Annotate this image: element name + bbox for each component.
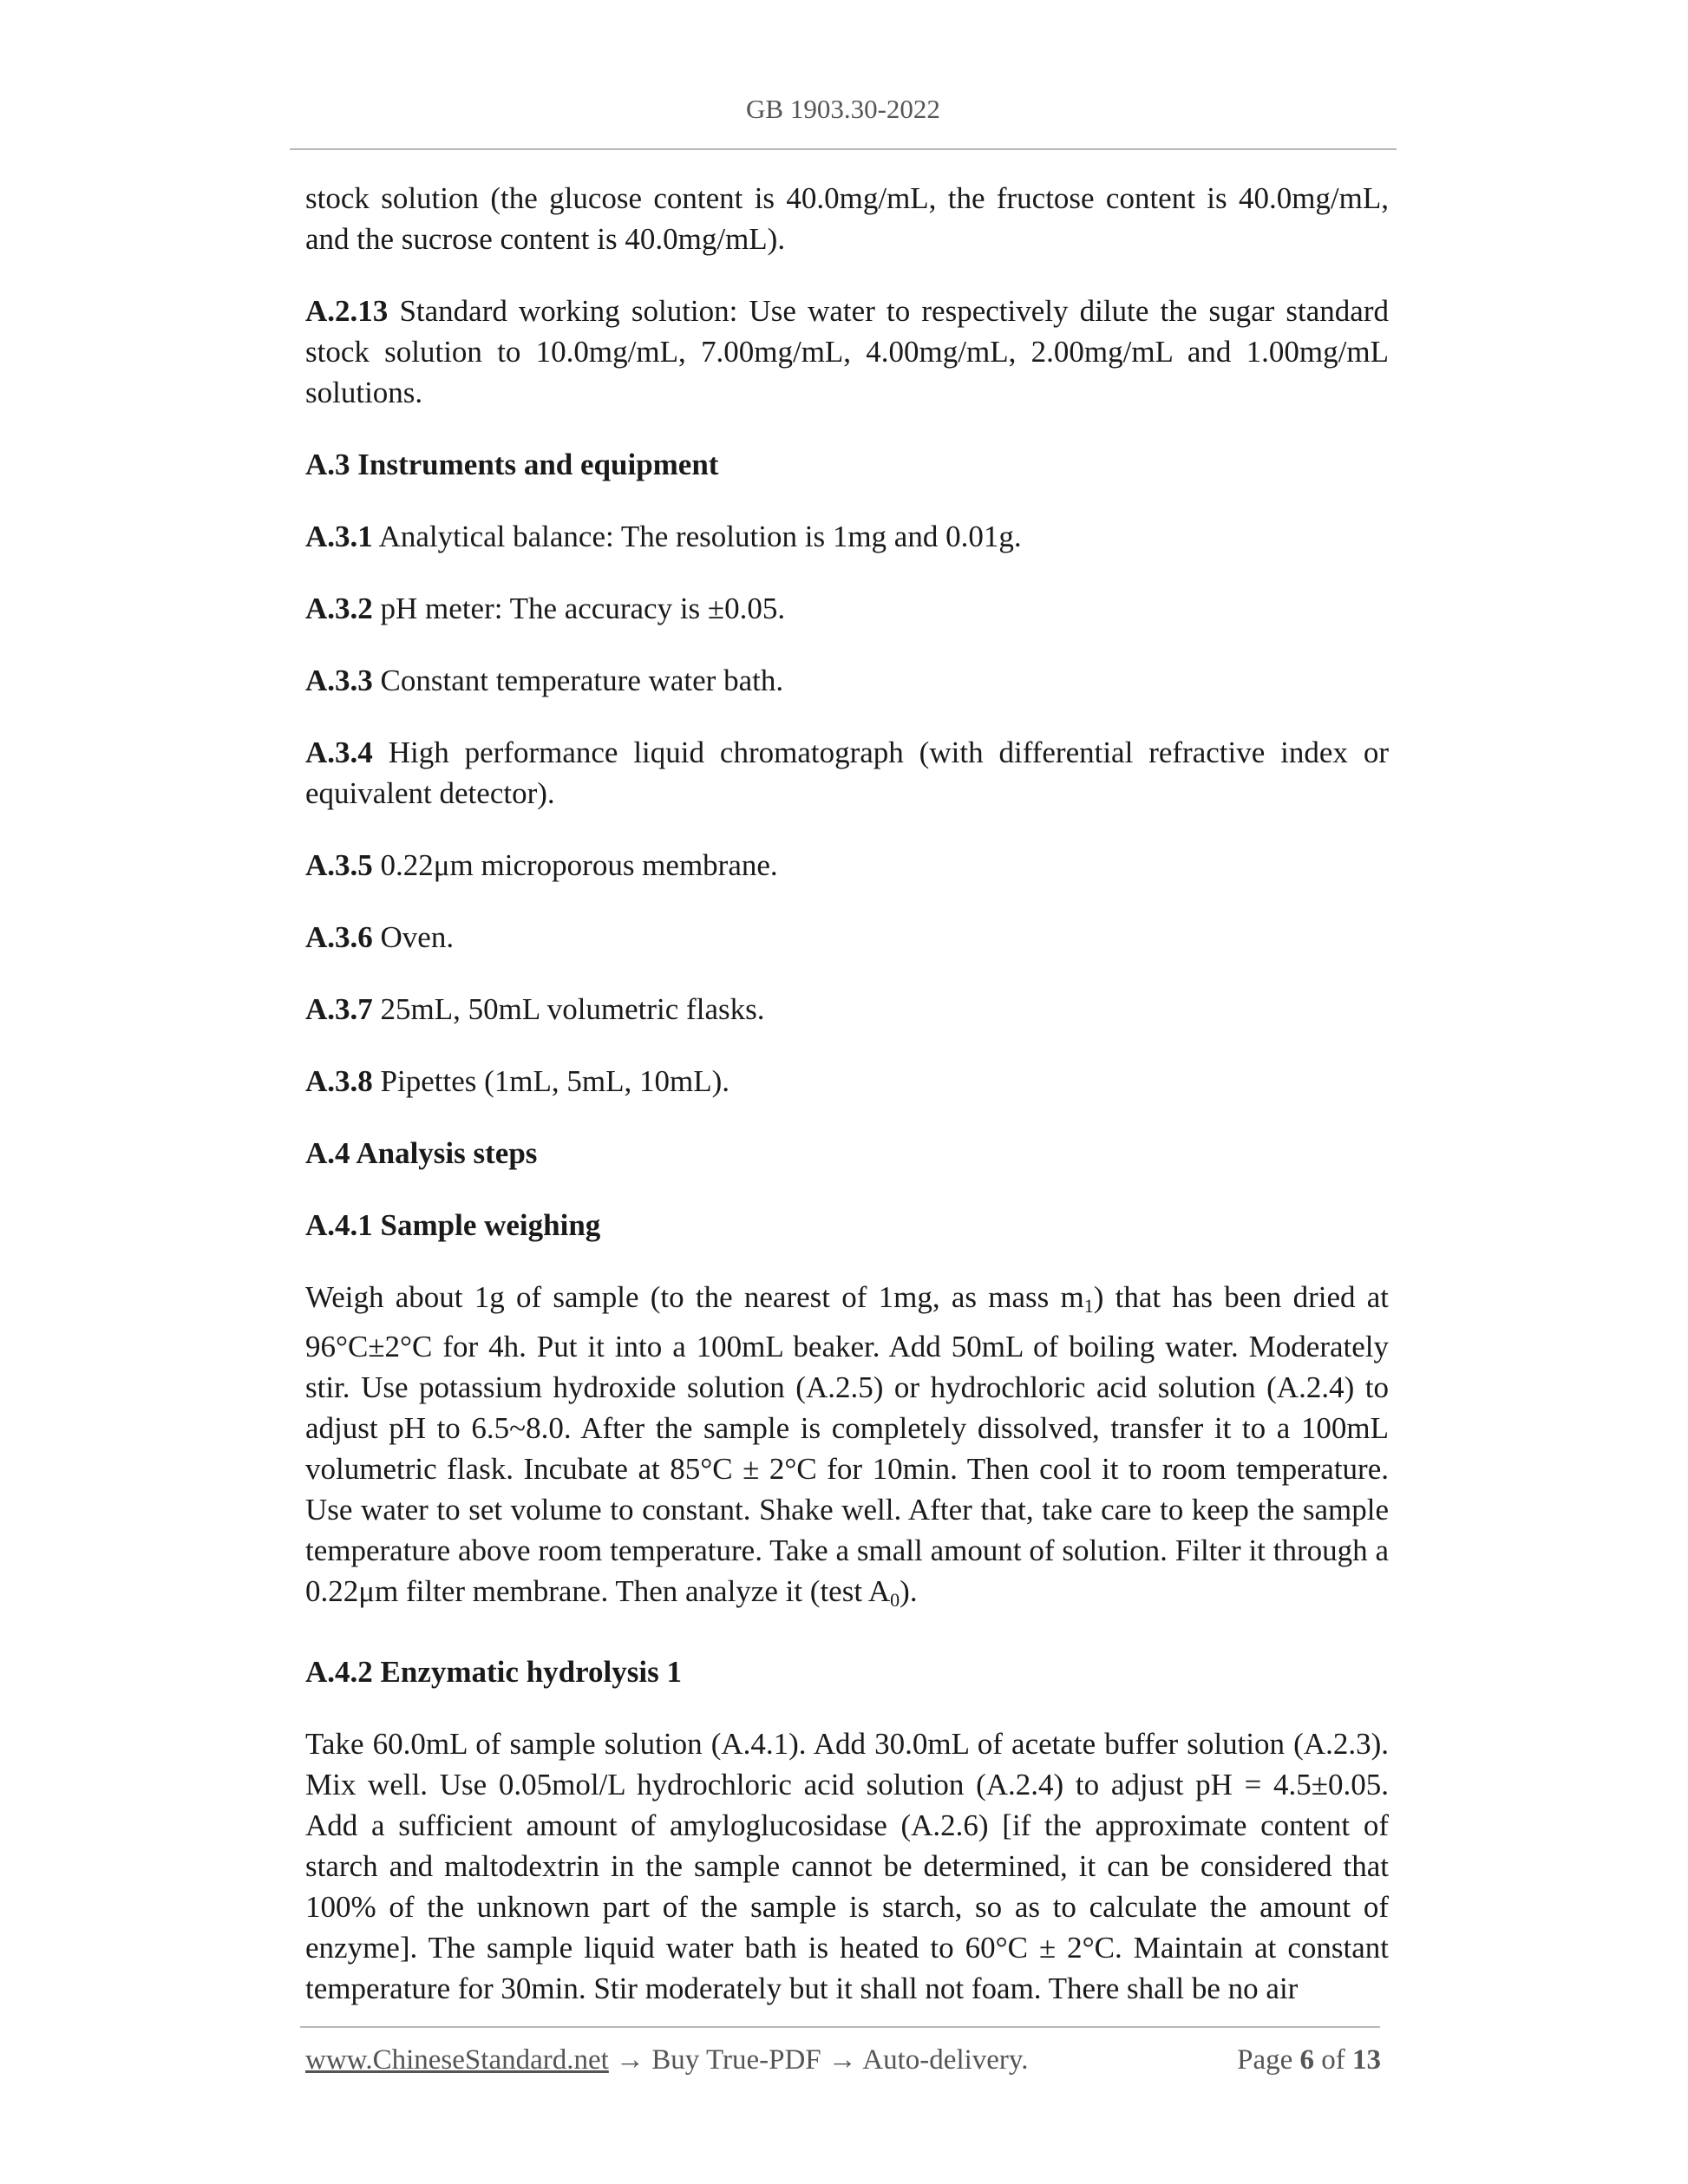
footer-divider: [300, 2026, 1380, 2028]
clause-number: A.3.2: [305, 592, 373, 625]
clause-a3-6: [305, 917, 1389, 958]
paragraph-text: Weigh about 1g of sample (to the nearest of 1mg, as mass m: [305, 1280, 1084, 1314]
clause-a3-7: [305, 989, 1389, 1030]
section-heading-a3: A.3 Instruments and equipment: [305, 448, 719, 481]
clause-text: 0.22μm microporous membrane.: [372, 848, 778, 882]
clause-number: A.3.5: [305, 848, 373, 882]
page-footer: [305, 2044, 1381, 2086]
paragraph-text: ) that has been dried at 96°C±2°C for 4h. Put it into a 100mL beaker. Add 50mL of boiling water. Moderately stir. Use potassium hydroxide solution (A.2.5) or hydrochloric acid solution (A.2.4) to adjust pH to 6.5~8.0. After the sample is completely dissolved, transfer it to a 100mL volumetric flask. Incubate at 85°C ± 2°C for 10min. Then cool it to room temperature. Use water to set volume to constant. Shake well. After that, take care to keep the sample temperature above room temperature. Take a small amount of solution. Filter it through a 0.22μm filter membrane. Then analyze it (test A: [305, 1280, 1389, 1608]
clause-number: A.3.3: [305, 664, 373, 697]
clause-number: A.3.1: [305, 520, 373, 553]
page-content: [305, 178, 1389, 2009]
subscript: 0: [890, 1589, 900, 1611]
clause-text: Constant temperature water bath.: [372, 664, 784, 697]
clause-text: 25mL, 50mL volumetric flasks.: [372, 992, 765, 1026]
clause-text: Pipettes (1mL, 5mL, 10mL).: [372, 1064, 730, 1098]
clause-number: A.3.4: [305, 736, 373, 769]
page-header: GB 1903.30-2022: [746, 94, 940, 124]
clause-text: Standard working solution: Use water to respectively dilute the sugar standard stock solution to 10.0mg/mL, 7.00mg/mL, 4.00mg/mL, 2.00mg/mL and 1.00mg/mL solutions.: [305, 294, 1389, 409]
page-label: Page: [1237, 2044, 1293, 2076]
clause-text: Oven.: [372, 920, 455, 954]
clause-a3-2: [305, 588, 1389, 629]
footer-promo: [305, 2044, 1029, 2076]
clause-a3-4: [305, 732, 1389, 814]
subsection-heading-a4-2: A.4.2 Enzymatic hydrolysis 1: [305, 1655, 682, 1689]
section-heading-a4: A.4 Analysis steps: [305, 1136, 538, 1170]
of-label: of: [1321, 2044, 1345, 2076]
paragraph-enzymatic-hydrolysis: Take 60.0mL of sample solution (A.4.1). Add 30.0mL of acetate buffer solution (A.2.3). Mix well. Use 0.05mol/L hydrochloric acid solution (A.2.4) to adjust pH = 4.5±0.05. Add a sufficient amount of amyloglucosidase (A.2.6) [if the approximate content of starch and maltodextrin in the sample cannot be determined, it can be considered that 100% of the unknown part of the sample is starch, so as to calculate the amount of enzyme]. The sample liquid water bath is heated to 60°C ± 2°C. Maintain at constant temperature for 30min. Stir moderately but it shall not foam. There shall be no air: [305, 1727, 1389, 2005]
clause-number: A.2.13: [305, 294, 389, 328]
website-link[interactable]: www.ChineseStandard.net: [305, 2044, 609, 2076]
clause-text: Analytical balance: The resolution is 1mg and 0.01g.: [372, 520, 1022, 553]
subscript: 1: [1083, 1295, 1094, 1317]
clause-a3-1: [305, 516, 1389, 557]
promo-text: → Buy True-PDF → Auto-delivery.: [608, 2044, 1029, 2076]
clause-number: A.3.6: [305, 920, 373, 954]
header-divider: [290, 148, 1397, 150]
clause-text: High performance liquid chromatograph (with differential refractive index or equivalent detector).: [305, 736, 1389, 810]
subsection-heading-a4-1: A.4.1 Sample weighing: [305, 1208, 601, 1242]
total-pages: 13: [1352, 2044, 1381, 2076]
page-number: [1237, 2044, 1381, 2076]
current-page: 6: [1299, 2044, 1314, 2076]
paragraph-text: ).: [900, 1574, 918, 1608]
clause-a3-8: [305, 1061, 1389, 1102]
clause-number: A.3.8: [305, 1064, 373, 1098]
paragraph-stock-solution-continued: stock solution (the glucose content is 40.0mg/mL, the fructose content is 40.0mg/mL, and the sucrose content is 40.0mg/mL).: [305, 181, 1389, 256]
clause-text: pH meter: The accuracy is ±0.05.: [372, 592, 786, 625]
clause-a3-5: [305, 845, 1389, 886]
clause-a3-3: [305, 660, 1389, 701]
clause-a2-13: [305, 291, 1389, 413]
clause-number: A.3.7: [305, 992, 373, 1026]
paragraph-sample-weighing: [305, 1277, 1389, 1620]
